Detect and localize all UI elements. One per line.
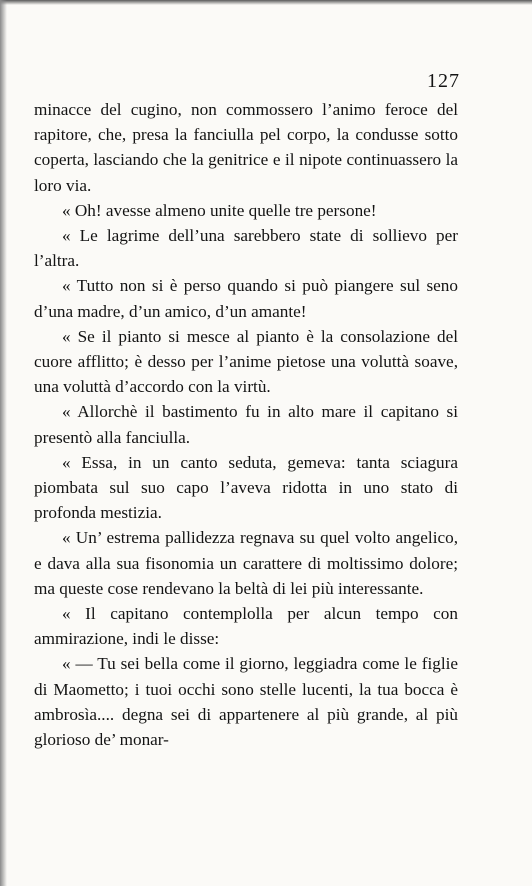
paragraph: « — Tu sei bella come il giorno, leggiadra come le figlie di Maometto; i tuoi occhi sono stelle lucenti, la tua bocca è ambrosìa.... degna sei di appartenere al più grande, al più glorioso de’ monar-	[34, 654, 458, 750]
page-left-shadow	[0, 0, 7, 886]
paragraph: « Le lagrime dell’una sarebbero state di sollievo per l’altra.	[34, 226, 458, 271]
body-text	[34, 97, 458, 752]
paragraph: « Il capitano contemplolla per alcun tempo con ammirazione, indi le disse:	[34, 604, 458, 649]
page-top-shadow	[0, 0, 532, 5]
paragraph: « Se il pianto si mesce al pianto è la consolazione del cuore afflitto; è desso per l’anime pietose una voluttà soave, una voluttà d’accordo con la virtù.	[34, 326, 458, 397]
paragraph: « Un’ estrema pallidezza regnava su quel volto angelico, e dava alla sua fisonomia un carattere di moltissimo dolore; ma queste cose rendevano la beltà di lei più interessante.	[34, 528, 458, 598]
page-number: 127	[427, 70, 460, 92]
paragraph: « Allorchè il bastimento fu in alto mare il capitano si presentò alla fanciulla.	[34, 402, 458, 447]
paragraph: « Essa, in un canto seduta, gemeva: tanta sciagura piombata sul suo capo l’aveva ridotta in uno stato di profonda mestizia.	[34, 452, 458, 523]
paragraph: « Oh! avesse almeno unite quelle tre persone!	[62, 200, 377, 220]
paragraph: minacce del cugino, non commossero l’animo feroce del rapitore, che, presa la fanciulla pel corpo, la condusse sotto coperta, lasciando che la genitrice e il nipote continuassero la loro via.	[34, 100, 458, 195]
paragraph: « Tutto non si è perso quando si può piangere sul seno d’una madre, d’un amico, d’un amante!	[34, 276, 458, 321]
